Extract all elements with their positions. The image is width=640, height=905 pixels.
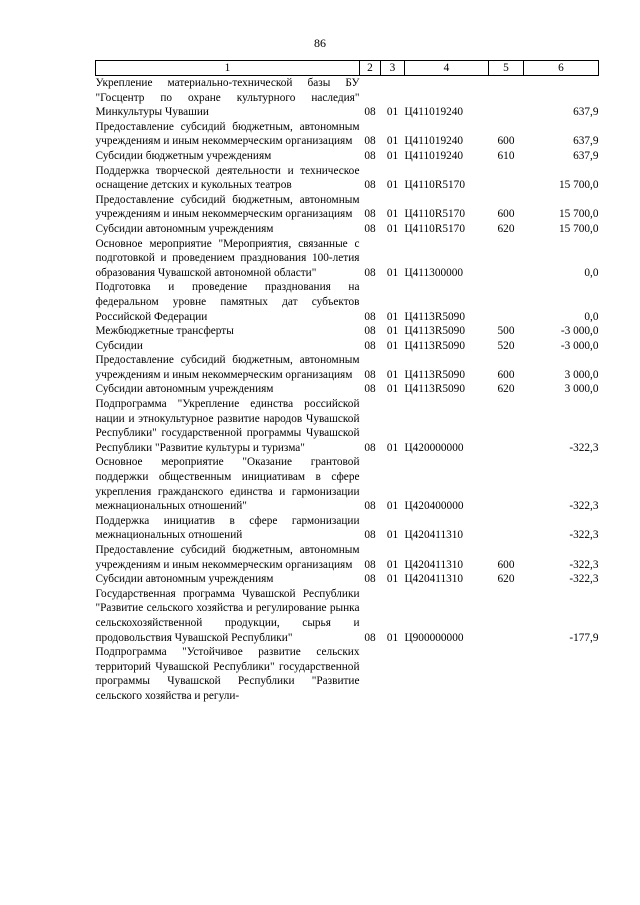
table-row xyxy=(96,193,599,222)
row-target-code: Ц4110R5170 xyxy=(404,179,465,192)
row-name: Субсидии бюджетным учреждениям xyxy=(95,149,272,162)
row-amount: 0,0 xyxy=(584,310,599,323)
header-cell: 1 xyxy=(96,61,360,76)
table-row xyxy=(96,514,599,543)
row-subsection xyxy=(381,645,405,703)
row-section: 08 xyxy=(364,573,376,586)
header-cell: 5 xyxy=(489,61,524,76)
row-amount: 0,0 xyxy=(584,266,599,279)
row-expense-type: 520 xyxy=(497,339,515,352)
row-amount: 3 000,0 xyxy=(564,383,599,396)
table-row xyxy=(96,164,599,193)
row-target-code: Ц4113R5090 xyxy=(404,325,465,338)
row-amount: 637,9 xyxy=(573,135,599,148)
row-target-code: Ц420400000 xyxy=(404,500,464,513)
table-row xyxy=(96,397,599,455)
row-target-code: Ц4113R5090 xyxy=(404,310,465,323)
row-subsection: 01 xyxy=(386,325,399,338)
row-expense-type xyxy=(489,455,524,513)
header-cell: 6 xyxy=(524,61,599,76)
row-subsection: 01 xyxy=(386,500,399,513)
table-row xyxy=(96,149,599,164)
row-name: Субсидии xyxy=(95,339,143,352)
row-subsection: 01 xyxy=(386,339,399,352)
row-subsection: 01 xyxy=(386,266,399,279)
row-name: Подпрограмма "Укрепление единства российской нации и этнокультурное развитие народов Чувашской Республики" государственной программы Чувашской Республики "Развитие культуры и туризма" xyxy=(95,398,360,454)
table-row xyxy=(96,76,599,120)
row-amount xyxy=(524,645,599,703)
row-amount: -322,3 xyxy=(569,573,599,586)
row-section: 08 xyxy=(364,106,376,119)
row-expense-type: 620 xyxy=(497,383,515,396)
row-section: 08 xyxy=(364,383,376,396)
row-target-code: Ц420000000 xyxy=(404,441,464,454)
row-amount: -3 000,0 xyxy=(560,325,599,338)
row-section: 08 xyxy=(364,310,376,323)
row-target-code: Ц4110R5170 xyxy=(404,222,465,235)
row-name: Подготовка и проведение празднования на федеральном уровне памятных дат субъектов Российской Федерации xyxy=(95,281,360,323)
row-section: 08 xyxy=(364,339,376,352)
row-subsection: 01 xyxy=(386,573,399,586)
row-name: Предоставление субсидий бюджетным, автономным учреждениям и иным некоммерческим организациям xyxy=(95,354,360,381)
row-target-code xyxy=(405,645,489,703)
header-cell: 4 xyxy=(405,61,489,76)
row-target-code: Ц4110R5170 xyxy=(404,208,465,221)
row-section: 08 xyxy=(364,368,376,381)
row-name: Поддержка творческой деятельности и техническое оснащение детских и кукольных театров xyxy=(95,164,360,192)
row-target-code: Ц411019240 xyxy=(404,135,464,148)
row-subsection: 01 xyxy=(386,106,399,119)
table-row xyxy=(96,324,599,339)
row-section: 08 xyxy=(364,135,376,148)
row-name: Субсидии автономным учреждениям xyxy=(95,222,274,235)
row-name: Основное мероприятие "Оказание грантовой поддержки общественным инициативам в сфере укрепления гражданского единства и гармонизации межнациональных отношений" xyxy=(95,456,360,513)
header-row xyxy=(96,61,599,76)
row-amount: -3 000,0 xyxy=(560,339,599,352)
row-subsection: 01 xyxy=(386,383,399,396)
row-target-code: Ц420411310 xyxy=(404,558,464,571)
row-section: 08 xyxy=(364,222,376,235)
row-subsection: 01 xyxy=(386,368,399,381)
row-amount: -322,3 xyxy=(569,441,599,454)
row-expense-type xyxy=(489,587,524,645)
row-subsection: 01 xyxy=(386,208,399,221)
row-subsection: 01 xyxy=(386,149,399,162)
table-row xyxy=(96,280,599,324)
row-name: Укрепление материально-технической базы БУ "Госцентр по охране культурного наследия" Минкультуры Чувашии xyxy=(95,77,360,119)
row-amount: 15 700,0 xyxy=(558,208,599,221)
table-row xyxy=(96,222,599,237)
row-expense-type: 500 xyxy=(497,325,515,338)
row-expense-type xyxy=(489,514,524,543)
header-cell: 2 xyxy=(360,61,381,76)
row-subsection: 01 xyxy=(386,529,399,542)
row-target-code: Ц4113R5090 xyxy=(404,368,465,381)
row-section: 08 xyxy=(364,325,376,338)
row-name: Предоставление субсидий бюджетным, автономным учреждениям и иным некоммерческим организациям xyxy=(95,544,360,571)
row-section: 08 xyxy=(364,149,376,162)
row-section: 08 xyxy=(364,441,376,454)
row-subsection: 01 xyxy=(386,441,399,454)
row-expense-type xyxy=(489,645,524,703)
row-target-code: Ц420411310 xyxy=(404,529,464,542)
row-expense-type: 600 xyxy=(497,558,515,571)
row-expense-type xyxy=(489,76,524,120)
row-section: 08 xyxy=(364,631,376,644)
row-target-code: Ц411019240 xyxy=(404,149,464,162)
row-name: Государственная программа Чувашской Республики "Развитие сельского хозяйства и регулирование рынка сельскохозяйственной продукции, сырья и продовольствия Чувашской Республики" xyxy=(95,587,360,644)
row-name: Предоставление субсидий бюджетным, автономным учреждениям и иным некоммерческим организациям xyxy=(95,193,360,221)
row-amount: 637,9 xyxy=(573,149,599,162)
row-name: Предоставление субсидий бюджетным, автономным учреждениям и иным некоммерческим организациям xyxy=(95,120,360,148)
row-target-code: Ц420411310 xyxy=(404,573,464,586)
row-subsection: 01 xyxy=(386,222,399,235)
header-cell: 3 xyxy=(381,61,405,76)
row-section xyxy=(360,645,381,703)
row-section: 08 xyxy=(364,558,376,571)
table-row xyxy=(96,353,599,382)
row-section: 08 xyxy=(364,179,376,192)
row-section: 08 xyxy=(364,266,376,279)
row-expense-type: 610 xyxy=(497,149,515,162)
page-number: 86 xyxy=(314,36,326,50)
row-amount: -322,3 xyxy=(569,500,599,513)
row-target-code: Ц411300000 xyxy=(404,266,464,279)
row-amount: 15 700,0 xyxy=(558,179,599,192)
table-row xyxy=(96,382,599,397)
row-expense-type xyxy=(489,237,524,281)
row-expense-type: 600 xyxy=(497,135,515,148)
row-amount: -322,3 xyxy=(569,558,599,571)
row-subsection: 01 xyxy=(386,135,399,148)
row-section: 08 xyxy=(364,529,376,542)
table-row xyxy=(96,237,599,281)
table-row xyxy=(96,645,599,703)
row-expense-type: 600 xyxy=(497,208,515,221)
row-name: Подпрограмма "Устойчивое развитие сельских территорий Чувашской Республики" государственной программы Чувашской Республики "Развитие сельского хозяйства и регули- xyxy=(95,646,360,702)
table-row xyxy=(96,543,599,572)
row-expense-type: 620 xyxy=(497,222,515,235)
row-target-code: Ц900000000 xyxy=(404,631,464,644)
table-row xyxy=(96,120,599,149)
row-subsection: 01 xyxy=(386,179,399,192)
row-subsection: 01 xyxy=(386,558,399,571)
row-name: Субсидии автономным учреждениям xyxy=(95,573,274,586)
row-amount: 3 000,0 xyxy=(564,368,599,381)
row-target-code: Ц4113R5090 xyxy=(404,383,465,396)
row-subsection: 01 xyxy=(386,631,399,644)
row-amount: 15 700,0 xyxy=(558,222,599,235)
row-amount: -177,9 xyxy=(569,631,599,644)
row-expense-type xyxy=(489,164,524,193)
row-subsection: 01 xyxy=(386,310,399,323)
row-amount: -322,3 xyxy=(569,529,599,542)
row-target-code: Ц4113R5090 xyxy=(404,339,465,352)
row-section: 08 xyxy=(364,500,376,513)
row-expense-type: 600 xyxy=(497,368,515,381)
row-name: Межбюджетные трансферты xyxy=(95,325,234,338)
table-row xyxy=(96,587,599,645)
row-expense-type xyxy=(489,397,524,455)
row-name: Поддержка инициатив в сфере гармонизации межнациональных отношений xyxy=(95,514,360,542)
row-name: Субсидии автономным учреждениям xyxy=(95,383,274,396)
row-target-code: Ц411019240 xyxy=(404,106,464,119)
row-expense-type: 620 xyxy=(497,573,515,586)
row-section: 08 xyxy=(364,208,376,221)
row-amount: 637,9 xyxy=(573,106,599,119)
row-expense-type xyxy=(489,280,524,324)
table-row xyxy=(96,339,599,354)
table-row xyxy=(96,572,599,587)
table-row xyxy=(96,455,599,513)
budget-table xyxy=(95,60,599,704)
row-name: Основное мероприятие "Мероприятия, связанные с подготовкой и проведением празднования 100-летия образования Чувашской автономной области" xyxy=(95,237,360,279)
